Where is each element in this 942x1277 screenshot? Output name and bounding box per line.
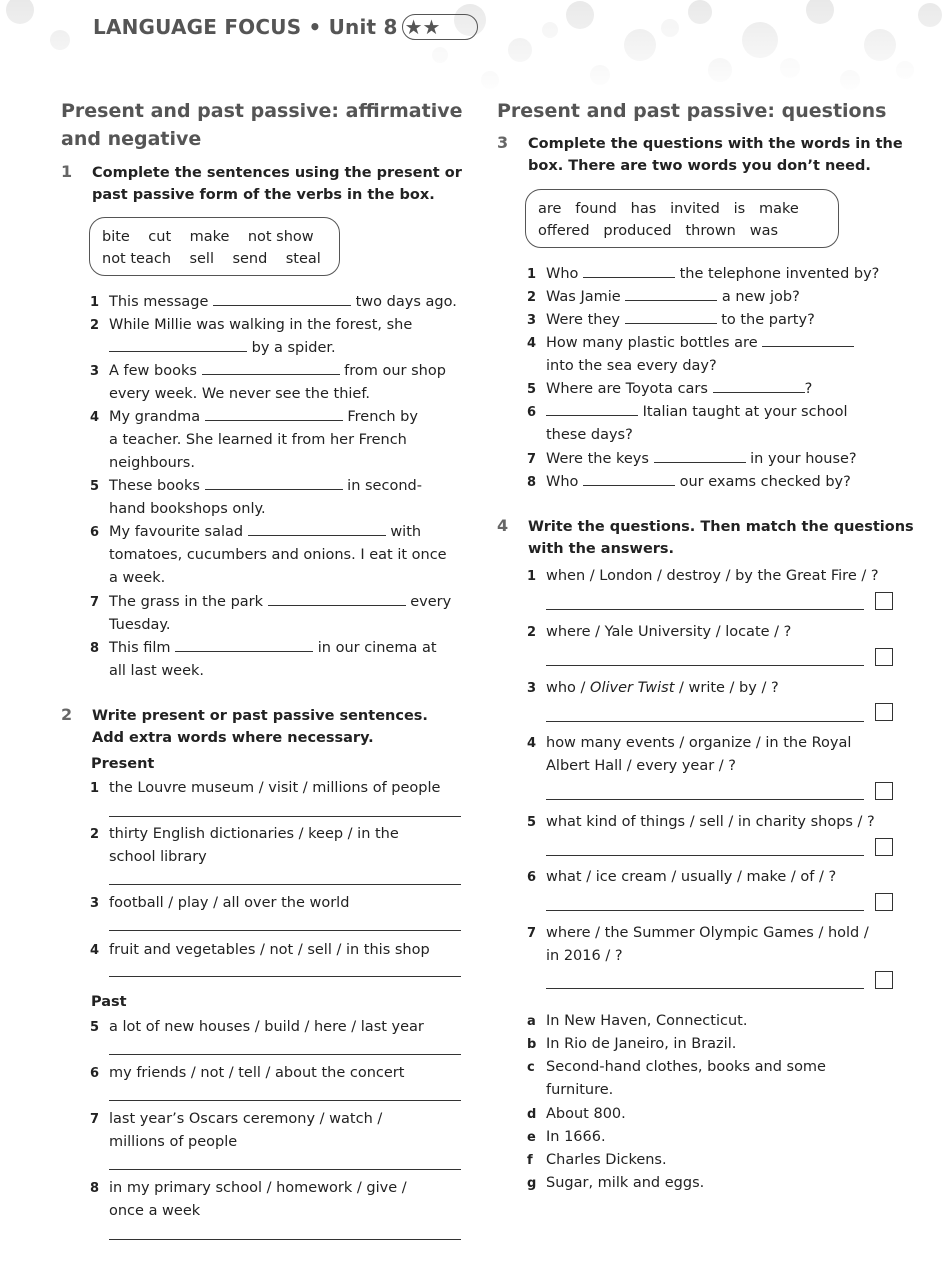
ex2-item-7: 7 last year’s Oscars ceremony / watch / millions of people	[90, 1111, 383, 1150]
word: sell	[189, 251, 214, 267]
ex1-item-7: 7 The grass in the park every Tuesday.	[90, 591, 480, 637]
answer-line[interactable]	[546, 609, 864, 610]
answer-line[interactable]	[109, 884, 461, 885]
exercise-number: 2	[61, 705, 73, 724]
ex1-item-3: 3 A few books from our shop every week. We never see the thief.	[90, 360, 480, 406]
ex2-item-8: 8 in my primary school / homework / give / once a week	[90, 1180, 407, 1219]
answer-blank[interactable]	[109, 337, 247, 352]
ex2-item-1: 1 the Louvre museum / visit / millions of people	[90, 780, 441, 796]
answer-line[interactable]	[109, 930, 461, 931]
word: make	[189, 229, 230, 245]
answer-checkbox[interactable]	[875, 971, 893, 989]
answer-checkbox[interactable]	[875, 648, 893, 666]
exercise-instructions: Write present or past passive sentences. Add extra words where necessary.	[92, 708, 428, 746]
exercise-4	[497, 516, 917, 562]
ex3-item-1: 1 Who the telephone invented by?	[527, 263, 937, 286]
ex3-item-3: 3 Were they to the party?	[527, 309, 937, 332]
ex3-item-4: 4 How many plastic bottles are into the sea every day?	[527, 332, 937, 378]
answer-option: e In 1666.	[527, 1129, 606, 1145]
answer-blank[interactable]	[583, 471, 675, 486]
word: was	[749, 223, 779, 239]
ex4-item-3: 3 who / Oliver Twist / write / by / ?	[527, 680, 779, 696]
word: steal	[285, 251, 321, 267]
answer-option: b In Rio de Janeiro, in Brazil.	[527, 1036, 737, 1052]
answer-blank[interactable]	[213, 291, 351, 306]
word: make	[759, 201, 799, 217]
answer-blank[interactable]	[713, 378, 805, 393]
answer-option: f Charles Dickens.	[527, 1152, 667, 1168]
ex4-item-6: 6 what / ice cream / usually / make / of / ?	[527, 869, 837, 885]
answer-blank[interactable]	[205, 406, 343, 421]
answer-option: g Sugar, milk and eggs.	[527, 1175, 705, 1191]
ex1-item-4: 4 My grandma French by a teacher. She learned it from her French neighbours.	[90, 406, 480, 475]
left-section-title: Present and past passive: affirmative and negative	[61, 100, 463, 150]
answer-line[interactable]	[546, 988, 864, 989]
ex2-item-2: 2 thirty English dictionaries / keep / in the school library	[90, 826, 399, 865]
right-section-title: Present and past passive: questions	[497, 100, 887, 122]
answer-line[interactable]	[109, 1169, 461, 1170]
answer-checkbox[interactable]	[875, 592, 893, 610]
answer-blank[interactable]	[248, 521, 386, 536]
ex2-item-3: 3 football / play / all over the world	[90, 895, 350, 911]
word: found	[575, 201, 617, 217]
answer-line[interactable]	[109, 816, 461, 817]
exercise-number: 1	[61, 162, 73, 181]
word: produced	[603, 223, 672, 239]
right-column	[497, 97, 937, 1267]
answer-option: a In New Haven, Connecticut.	[527, 1013, 748, 1029]
word: has	[630, 201, 657, 217]
ex3-item-7: 7 Were the keys in your house?	[527, 448, 937, 471]
word: invited	[670, 201, 720, 217]
ex4-item-5: 5 what kind of things / sell / in charity shops / ?	[527, 814, 875, 830]
ex4-item-4: 4 how many events / organize / in the Royal Albert Hall / every year / ?	[527, 735, 852, 774]
answer-blank[interactable]	[268, 591, 406, 606]
answer-line[interactable]	[109, 976, 461, 977]
ex1-item-8: 8 This film in our cinema at all last week.	[90, 637, 480, 683]
exercise-instructions: Write the questions. Then match the questions with the answers.	[528, 519, 914, 557]
ex1-item-1: 1 This message two days ago.	[90, 291, 480, 314]
word: thrown	[685, 223, 736, 239]
left-column	[61, 97, 471, 1267]
answer-blank[interactable]	[762, 332, 854, 347]
exercise-number: 4	[497, 516, 509, 535]
ex4-item-2: 2 where / Yale University / locate / ?	[527, 624, 792, 640]
ex2-item-6: 6 my friends / not / tell / about the concert	[90, 1065, 405, 1081]
ex2-item-4: 4 fruit and vegetables / not / sell / in this shop	[90, 942, 430, 958]
word: cut	[148, 229, 172, 245]
exercise-number: 3	[497, 133, 509, 152]
ex3-item-6: 6 Italian taught at your school these days?	[527, 401, 937, 447]
ex4-item-7: 7 where / the Summer Olympic Games / hold / in 2016 / ?	[527, 925, 869, 964]
present-label: Present	[91, 756, 155, 772]
word: not teach	[102, 251, 172, 267]
answer-line[interactable]	[109, 1100, 461, 1101]
answer-line[interactable]	[546, 855, 864, 856]
word: bite	[102, 229, 130, 245]
ex1-item-2: 2 While Millie was walking in the forest, she by a spider.	[90, 317, 413, 356]
ex1-item-5: 5 These books in second- hand bookshops only.	[90, 475, 480, 521]
answer-blank[interactable]	[202, 360, 340, 375]
answer-blank[interactable]	[175, 637, 313, 652]
answer-line[interactable]	[109, 1239, 461, 1240]
answer-blank[interactable]	[546, 401, 638, 416]
page-title: LANGUAGE FOCUS • Unit 8	[93, 15, 398, 39]
answer-line[interactable]	[546, 799, 864, 800]
answer-line[interactable]	[109, 1054, 461, 1055]
answer-checkbox[interactable]	[875, 782, 893, 800]
exercise-3	[497, 133, 917, 179]
past-label: Past	[91, 994, 127, 1010]
answer-blank[interactable]	[205, 475, 343, 490]
word: offered	[538, 223, 590, 239]
difficulty-stars: ★★	[402, 14, 478, 40]
word: is	[733, 201, 746, 217]
answer-line[interactable]	[546, 721, 864, 722]
word: not show	[247, 229, 314, 245]
word: send	[232, 251, 268, 267]
word: are	[538, 201, 562, 217]
ex3-item-2: 2 Was Jamie a new job?	[527, 286, 937, 309]
ex3-item-8: 8 Who our exams checked by?	[527, 471, 937, 494]
exercise-instructions: Complete the questions with the words in the box. There are two words you don’t need.	[528, 136, 903, 174]
word-box	[525, 189, 839, 248]
ex3-item-5: 5 Where are Toyota cars ?	[527, 378, 937, 401]
answer-blank[interactable]	[625, 309, 717, 324]
ex1-item-6: 6 My favourite salad with tomatoes, cucumbers and onions. I eat it once a week.	[90, 521, 480, 590]
answer-checkbox[interactable]	[875, 703, 893, 721]
answer-blank[interactable]	[625, 286, 717, 301]
answer-checkbox[interactable]	[875, 893, 893, 911]
answer-blank[interactable]	[654, 448, 746, 463]
ex4-item-1: 1 when / London / destroy / by the Great Fire / ?	[527, 568, 879, 584]
answer-checkbox[interactable]	[875, 838, 893, 856]
answer-blank[interactable]	[583, 263, 675, 278]
answer-option: d About 800.	[527, 1106, 626, 1122]
page-header	[93, 12, 478, 42]
word-box	[89, 217, 340, 276]
answer-option: c Second-hand clothes, books and some furniture.	[527, 1059, 826, 1098]
exercise-instructions: Complete the sentences using the present or past passive form of the verbs in the box.	[92, 165, 462, 203]
ex2-item-5: 5 a lot of new houses / build / here / last year	[90, 1019, 424, 1035]
answer-line[interactable]	[546, 665, 864, 666]
answer-line[interactable]	[546, 910, 864, 911]
